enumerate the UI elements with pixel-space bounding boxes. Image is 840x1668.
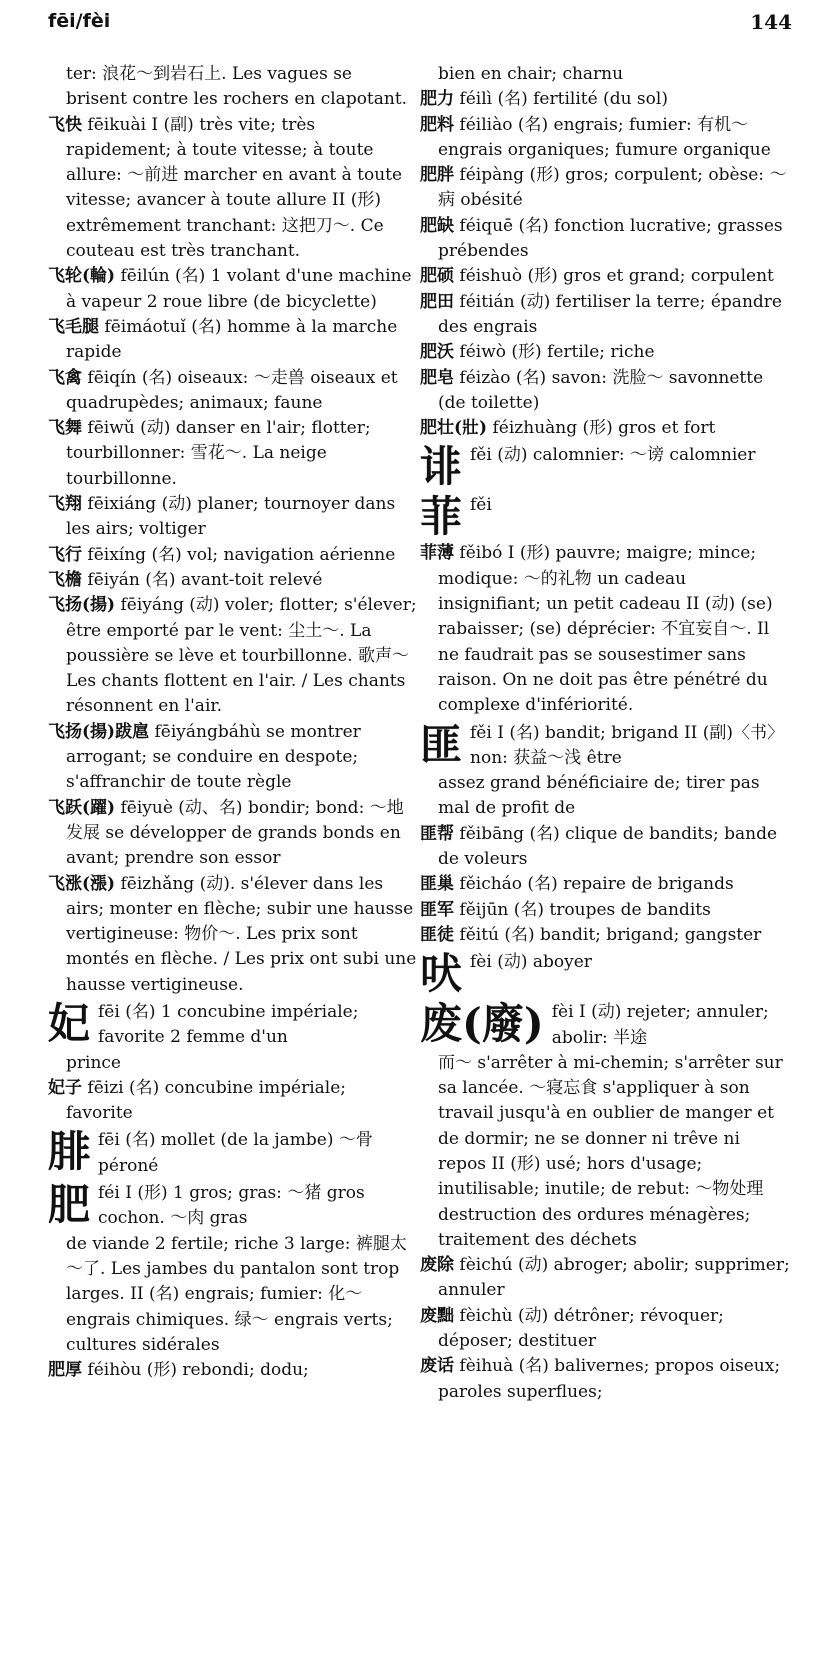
entry-definition: fēiyángbáhù se montrer arrogant; se conduire en despote; s'affranchir de toute règle — [66, 721, 361, 793]
entry-definition: féilì (名) fertilité (du sol) — [454, 89, 668, 110]
entry-definition: fěitú (名) bandit; brigand; gangster — [454, 924, 762, 945]
entry-definition: féiliào (名) engrais; fumier: 有机～ engrais organiques; fumure organique — [438, 114, 771, 160]
character-definition: fěi I (名) bandit; brigand II (副)〈书〉non: 获益～浅 être — [470, 722, 785, 768]
character-entry — [48, 1181, 418, 1358]
character-entry — [420, 950, 790, 998]
dictionary-entry — [420, 214, 790, 265]
character-definition-continued: prince — [66, 1052, 121, 1073]
entry-headword: 肥沃 — [420, 342, 454, 363]
entry-definition: féipàng (形) gros; corpulent; obèse: ～病 obésité — [438, 165, 787, 211]
headword-character: 废(廢) — [420, 999, 544, 1049]
entry-headword: 肥厚 — [48, 1360, 82, 1381]
entry-definition: féizhuàng (形) gros et fort — [487, 418, 716, 439]
dictionary-entry — [420, 290, 790, 341]
dictionary-entry — [420, 1304, 790, 1355]
entry-headword: 妃子 — [48, 1077, 82, 1098]
entry-headword: 肥壮(壯) — [420, 418, 488, 439]
entry-headword: 飞跃(躍) — [48, 797, 116, 818]
entry-headword: 肥硕 — [420, 266, 454, 287]
entry-headword: 匪军 — [420, 899, 454, 920]
entry-definition: fěicháo (名) repaire de brigands — [454, 874, 734, 895]
entry-definition: fēimáotuǐ (名) homme à la marche rapide — [66, 316, 398, 363]
character-definition-continued: 而～ s'arrêter à mi-chemin; s'arrêter sur sa lancée. ～寝忘食 s'appliquer à son travail jusqu'à en oublier de manger et de dormir; ne se donner ni trêve ni repos II (形) usé; hors d'usage; inutilisable; inutile; de rebut: ～物处理 destruction des ordures ménagères; traitement des déchets — [438, 1052, 783, 1250]
entry-continuation: bien en chair; charnu — [438, 64, 624, 84]
entry-definition: fēilún (名) 1 volant d'une machine à vapeur 2 roue libre (de bicyclette) — [66, 266, 412, 312]
dictionary-entry — [420, 923, 790, 948]
entry-definition: fēiqín (名) oiseaux: ～走兽 oiseaux et quadrupèdes; animaux; faune — [66, 367, 398, 413]
dictionary-entry — [48, 568, 418, 593]
entry-headword: 飞涨(漲) — [48, 873, 116, 894]
dictionary-entry — [420, 872, 790, 897]
entry-headword: 肥力 — [420, 89, 454, 110]
entry-headword: 菲薄 — [420, 543, 454, 564]
dictionary-entry — [420, 163, 790, 214]
dictionary-entry — [48, 264, 418, 315]
left-column — [48, 62, 418, 1383]
character-definition: fěi — [470, 495, 492, 516]
headword-character: 吠 — [420, 949, 463, 999]
dictionary-entry — [48, 416, 418, 492]
entry-definition: fěibó I (形) pauvre; maigre; mince; modique: ～的礼物 un cadeau insignifiant; un petit cadeau II (动) (se) rabaisser; (se) déprécier: 不宜妄自～. Il ne faudrait pas se sousestimer sans raison. On ne doit pas être pénétré du complexe d'infériorité. — [438, 543, 773, 716]
page-number: 144 — [750, 10, 792, 34]
entry-headword: 肥田 — [420, 291, 454, 312]
entry-headword: 肥皂 — [420, 367, 454, 388]
dictionary-entry — [48, 1358, 418, 1383]
dictionary-entry — [48, 1076, 418, 1127]
character-entry — [420, 493, 790, 541]
entry-definition: féihòu (形) rebondi; dodu; — [82, 1360, 309, 1381]
character-definition: féi I (形) 1 gros; gras: ～猪 gros cochon. ～肉 gras — [98, 1183, 365, 1229]
entry-headword: 飞扬(揚) — [48, 595, 116, 616]
entry-continuation: ter: 浪花～到岩石上. Les vagues se brisent contre les rochers en clapotant. — [66, 64, 408, 110]
character-definition: fēi (名) 1 concubine impériale; favorite 2 femme d'un — [98, 1001, 359, 1048]
entry-headword: 飞禽 — [48, 367, 82, 388]
dictionary-entry — [48, 720, 418, 796]
dictionary-entry — [420, 1253, 790, 1304]
entry-definition: fēizi (名) concubine impériale; favorite — [66, 1077, 346, 1124]
dictionary-entry — [420, 366, 790, 417]
dictionary-entry — [48, 796, 418, 872]
entry-definition: fēiwǔ (动) danser en l'air; flotter; tourbillonner: 雪花～. La neige tourbillonne. — [66, 418, 371, 489]
entry-headword: 肥缺 — [420, 215, 454, 236]
headword-character: 匪 — [420, 719, 463, 769]
entry-headword: 飞毛腿 — [48, 316, 99, 337]
dictionary-entry — [420, 1354, 790, 1405]
entry-definition: féishuò (形) gros et grand; corpulent — [454, 266, 774, 287]
character-entry — [48, 1000, 418, 1076]
entry-headword: 废话 — [420, 1356, 454, 1377]
entry-definition: féiwò (形) fertile; riche — [454, 342, 655, 363]
dictionary-entry — [420, 416, 790, 441]
headword-character: 菲 — [420, 492, 463, 542]
right-column — [420, 62, 790, 1405]
entry-headword: 飞扬(揚)跋扈 — [48, 721, 150, 742]
headword-character: 诽 — [420, 442, 463, 492]
entry-definition: féizào (名) savon: 洗脸～ savonnette (de toilette) — [438, 367, 764, 413]
entry-headword: 飞轮(輪) — [48, 266, 116, 287]
entry-definition: fěibāng (名) clique de bandits; bande de voleurs — [438, 823, 778, 870]
entry-headword: 肥料 — [420, 114, 454, 135]
entry-headword: 废黜 — [420, 1305, 454, 1326]
character-definition: fěi (动) calomnier: ～谤 calomnier — [470, 445, 756, 466]
dictionary-entry — [48, 492, 418, 543]
entry-headword: 飞行 — [48, 544, 82, 565]
dictionary-entry — [48, 543, 418, 568]
character-definition-continued: de viande 2 fertile; riche 3 large: 裤腿太～了. Les jambes du pantalon sont trop larges. II (名) engrais; fumier: 化～ engrais chimiques. 绿～ engrais verts; cultures sidérales — [66, 1233, 407, 1355]
entry-headword: 匪帮 — [420, 823, 454, 844]
dictionary-entry — [48, 113, 418, 265]
dictionary-entry — [420, 113, 790, 164]
entry-definition: fēiyuè (动、名) bondir; bond: ～地发展 se développer de grands bonds en avant; prendre son essor — [66, 797, 404, 869]
character-definition: fèi (动) aboyer — [470, 952, 592, 973]
entry-headword: 飞舞 — [48, 418, 82, 439]
entry-headword: 匪巢 — [420, 874, 454, 895]
page-header — [48, 10, 792, 38]
entry-headword: 飞快 — [48, 114, 82, 135]
entry-definition: fèichú (动) abroger; abolir; supprimer; annuler — [438, 1255, 790, 1301]
entry-definition: fèichù (动) détrôner; révoquer; déposer; destituer — [438, 1305, 724, 1352]
entry-headword: 飞檐 — [48, 569, 82, 590]
entry-headword: 匪徒 — [420, 924, 454, 945]
headword-character: 肥 — [48, 1180, 91, 1230]
entry-definition: féitián (动) fertiliser la terre; épandre des engrais — [438, 291, 782, 337]
entry-definition: fēiyáng (动) voler; flotter; s'élever; être emporté par le vent: 尘土～. La poussière se lève et tourbillonne. 歌声～ Les chants flottent en l'air. / Les chants résonnent en l'air. — [66, 595, 417, 717]
dictionary-entry — [420, 264, 790, 289]
dictionary-entry — [420, 898, 790, 923]
dictionary-entry — [48, 315, 418, 366]
entry-definition: fèihuà (名) balivernes; propos oiseux; paroles superflues; — [438, 1356, 781, 1402]
headword-character: 腓 — [48, 1127, 91, 1177]
entry-headword: 飞翔 — [48, 494, 82, 515]
entry-definition: féiquē (名) fonction lucrative; grasses prébendes — [438, 215, 783, 262]
dictionary-entry — [48, 872, 418, 998]
character-entry — [48, 1128, 418, 1179]
entry-definition: fēiyán (名) avant-toit relevé — [82, 569, 323, 590]
entry-definition: fěijūn (名) troupes de bandits — [454, 899, 711, 920]
character-definition: fēi (名) mollet (de la jambe) ～骨 péroné — [98, 1130, 373, 1176]
headword-character: 妃 — [48, 998, 91, 1048]
dictionary-entry — [420, 822, 790, 873]
character-entry — [420, 443, 790, 491]
character-definition-continued: assez grand bénéficiaire de; tirer pas mal de profit de — [438, 773, 760, 819]
page-header-title: fēi/fèi — [48, 10, 111, 32]
entry-headword: 肥胖 — [420, 165, 454, 186]
dictionary-entry — [420, 87, 790, 112]
dictionary-entry — [420, 541, 790, 718]
character-entry — [420, 1000, 790, 1253]
entry-definition: fēizhǎng (动). s'élever dans les airs; monter en flèche; subir une hausse vertigineuse: 物价～. Les prix sont montés en flèche. / Les prix ont subi une hausse vertigineuse. — [66, 873, 417, 995]
entry-definition: fēikuài I (副) très vite; très rapidement; à toute vitesse; à toute allure: ～前进 marcher en avant à toute vitesse; avancer à toute allure II (形) extrêmement tranchant: 这把刀～. Ce couteau est très tranchant. — [66, 114, 403, 262]
entry-headword: 废除 — [420, 1255, 454, 1276]
entry-definition: fēixíng (名) vol; navigation aérienne — [82, 544, 396, 565]
entry-definition: fēixiáng (动) planer; tournoyer dans les airs; voltiger — [66, 494, 396, 540]
character-entry — [420, 721, 790, 822]
dictionary-entry — [420, 340, 790, 365]
dictionary-entry — [48, 366, 418, 417]
dictionary-entry — [48, 593, 418, 719]
character-definition: fèi I (动) rejeter; annuler; abolir: 半途 — [551, 1002, 769, 1048]
